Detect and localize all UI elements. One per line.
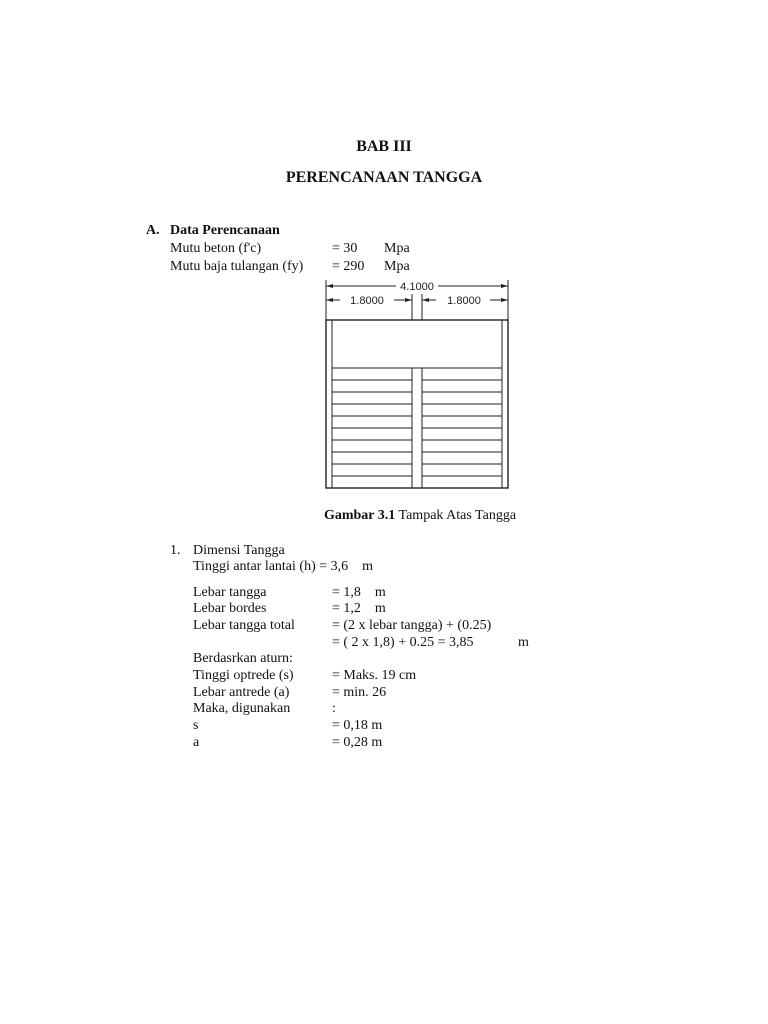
dim-right-label: 1.8000 (447, 295, 481, 307)
dim-total-label: 4.1000 (400, 281, 434, 293)
row-value-lebar-total-result: = ( 2 x 1,8) + 0.25 = 3,85 (332, 635, 474, 650)
row-value-lebar-tangga: = 1,8 m (332, 585, 386, 600)
row-label-lebar-bordes: Lebar bordes (193, 601, 267, 616)
section-a-marker: A. (146, 223, 160, 238)
chapter-title: PERENCANAAN TANGGA (285, 169, 483, 186)
row-label-maka: Maka, digunakan (193, 701, 291, 716)
row-value-maka: : (332, 701, 336, 716)
chapter-heading: BAB III (356, 138, 412, 155)
row-label-optrede: Tinggi optrede (s) (193, 668, 294, 683)
tinggi-antar-lantai-line: Tinggi antar lantai (h) = 3,6 m (193, 559, 374, 574)
data-value-baja: = 290 (332, 259, 365, 274)
row-value-lebar-total-formula: = (2 x lebar tangga) + (0.25) (332, 618, 492, 633)
row-value-s: = 0,18 m (332, 718, 383, 733)
dim-left-label: 1.8000 (350, 295, 384, 307)
data-label-baja: Mutu baja tulangan (fy) (170, 259, 304, 274)
row-label-lebar-total: Lebar tangga total (193, 618, 295, 633)
row-label-berdasarkan: Berdasrkan aturn: (193, 651, 293, 666)
row-value-optrede: = Maks. 19 cm (332, 668, 417, 683)
row-label-a: a (193, 735, 200, 750)
data-unit-beton: Mpa (384, 241, 410, 256)
row-label-antrede: Lebar antrede (a) (193, 685, 290, 700)
item1-number: 1. (170, 543, 181, 558)
data-label-beton: Mutu beton (f'c) (170, 241, 262, 256)
data-value-beton: = 30 (332, 241, 358, 256)
figure-caption (0, 507, 768, 524)
row-label-lebar-tangga: Lebar tangga (193, 585, 267, 600)
figure-caption-text: Tampak Atas Tangga (395, 508, 517, 523)
row-value-antrede: = min. 26 (332, 685, 387, 700)
data-unit-baja: Mpa (384, 259, 410, 274)
stair-top-view-drawing (318, 276, 518, 492)
figure-caption-number: Gambar 3.1 (323, 508, 396, 523)
row-value-a: = 0,28 m (332, 735, 383, 750)
item1-title: Dimensi Tangga (193, 543, 285, 558)
section-a-title: Data Perencanaan (170, 223, 280, 238)
row-unit-lebar-total-result: m (518, 635, 529, 650)
row-label-s: s (193, 718, 199, 733)
row-value-lebar-bordes: = 1,2 m (332, 601, 386, 616)
